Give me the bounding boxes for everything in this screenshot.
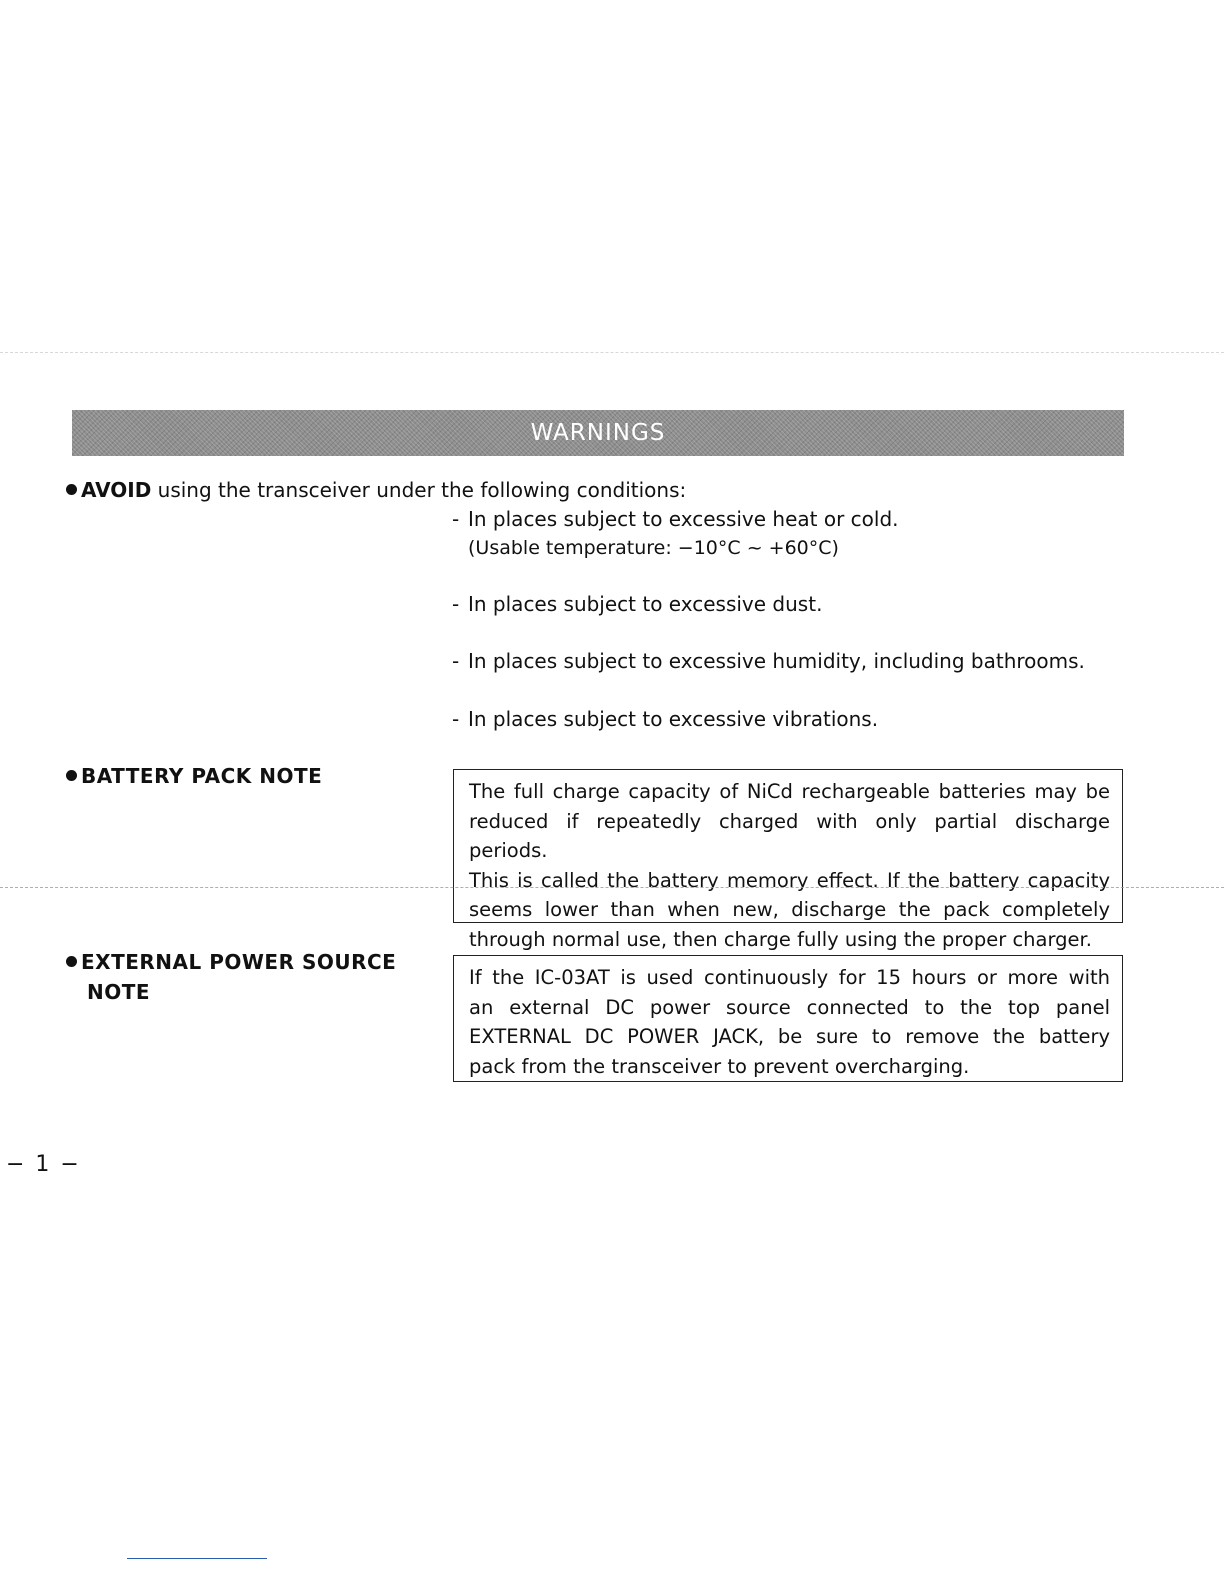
condition-item	[452, 647, 1085, 676]
condition-text: In places subject to excessive heat or cold.	[468, 507, 899, 531]
scan-artifact-line	[0, 352, 1224, 353]
battery-note-title: BATTERY PACK NOTE	[81, 764, 323, 788]
condition-item	[452, 590, 822, 619]
bullet-icon	[66, 770, 77, 781]
battery-note-heading	[66, 761, 322, 791]
battery-note-line: The full charge capacity of NiCd rechargeable batteries may be	[469, 780, 1110, 803]
external-note-title-line2: NOTE	[87, 980, 151, 1004]
page-number: − 1 −	[6, 1152, 81, 1177]
avoid-lead-text: using the transceiver under the following conditions:	[157, 478, 687, 502]
battery-note-box	[453, 769, 1123, 951]
bullet-icon	[66, 956, 77, 967]
external-note-line: pack from the transceiver to prevent overcharging.	[469, 1054, 970, 1078]
condition-text: In places subject to excessive dust.	[468, 592, 823, 616]
external-note-line: EXTERNAL DC POWER JACK, be sure to remove the battery	[469, 1025, 1110, 1048]
external-note-line: If the IC-03AT is used continuously for 15 hours or more with	[469, 966, 1110, 989]
condition-text: In places subject to excessive humidity, including bathrooms.	[468, 649, 1085, 673]
external-power-note-heading	[66, 947, 396, 1007]
usable-temperature-text: (Usable temperature: −10°C ~ +60°C)	[468, 537, 839, 559]
battery-note-line: This is called the battery memory effect. If the battery capacity	[469, 868, 1110, 892]
dash-marker: -	[452, 649, 460, 673]
external-power-note-box	[453, 955, 1123, 1082]
external-note-line: an external DC power source connected to the top panel	[469, 995, 1110, 1019]
warnings-banner	[72, 410, 1124, 456]
footnote-rule	[127, 1558, 267, 1559]
dash-marker: -	[452, 507, 460, 531]
avoid-heading	[66, 475, 686, 505]
dash-marker: -	[452, 707, 460, 731]
scan-artifact-line	[0, 887, 1224, 888]
condition-item	[452, 705, 878, 734]
external-note-title-line1: EXTERNAL POWER SOURCE	[81, 950, 397, 974]
condition-text: In places subject to excessive vibrations.	[468, 707, 879, 731]
condition-item	[452, 505, 899, 563]
battery-note-line: seems lower than when new, discharge the pack completely	[469, 898, 1110, 921]
avoid-keyword: AVOID	[81, 478, 152, 502]
battery-note-line: through normal use, then charge fully using the proper charger.	[469, 927, 1092, 951]
battery-note-line: reduced if repeatedly charged with only partial discharge periods.	[469, 809, 1110, 862]
banner-title: WARNINGS	[530, 420, 666, 446]
dash-marker: -	[452, 592, 460, 616]
bullet-icon	[66, 484, 77, 495]
